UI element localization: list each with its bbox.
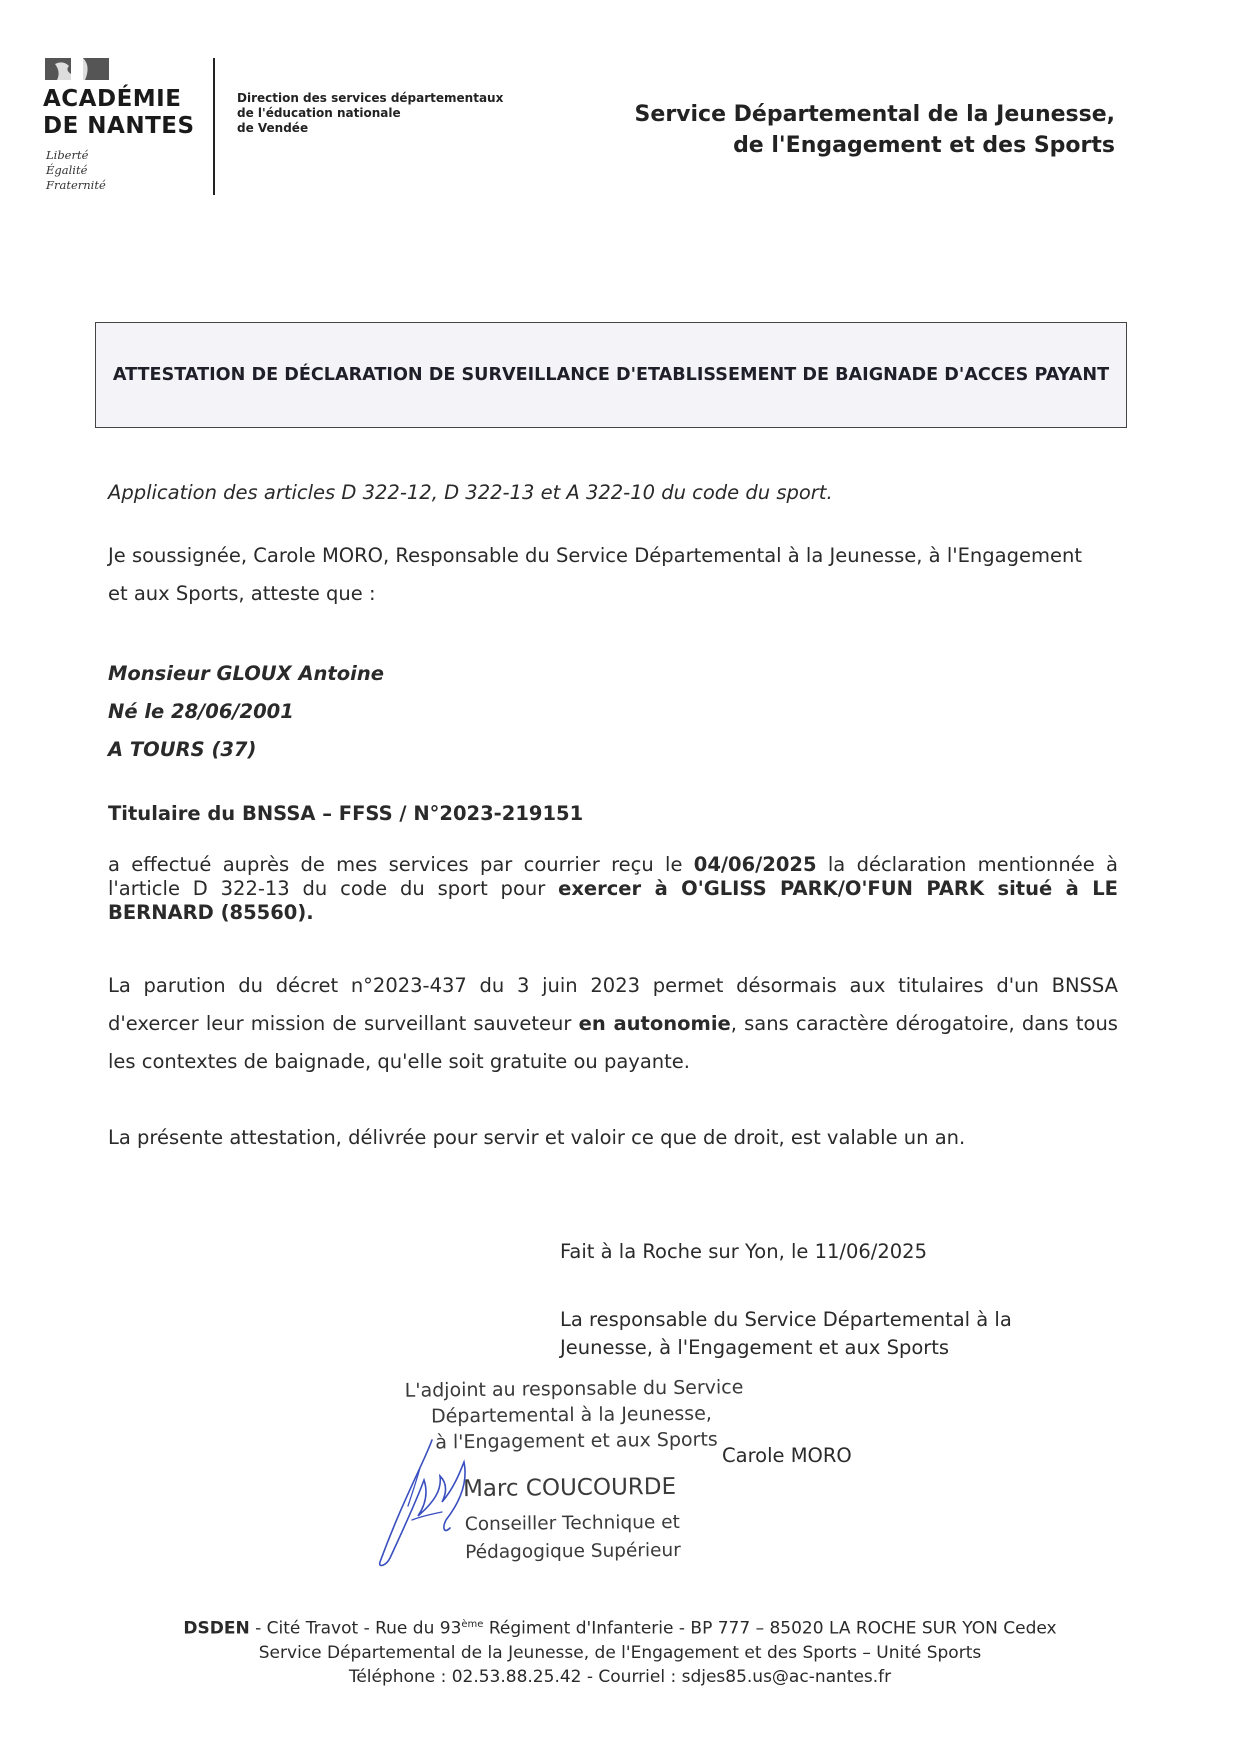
footer-address-2: Régiment d'Infanterie - BP 777 – 85020 LA ROCHE SUR YON Cedex (483, 1618, 1057, 1639)
footer-service: Service Départemental de la Jeunesse, de l'Engagement et des Sports – Unité Sports (258, 1642, 982, 1663)
document-title: ATTESTATION DE DÉCLARATION DE SURVEILLANCE D'ETABLISSEMENT DE BAIGNADE D'ACCES PAYANT (112, 365, 1110, 385)
dsden-line2: de l'éducation nationale (237, 106, 401, 120)
stamp-role (465, 1509, 681, 1567)
declaration-site: exercer à O'GLISS PARK/O'FUN PARK situé à LE BERNARD (85560). (108, 877, 1118, 924)
republic-motto (46, 148, 106, 193)
marianne-logo (45, 56, 109, 82)
dsden-line3: de Vendée (237, 121, 309, 135)
stamp-name: Marc COUCOURDE (462, 1473, 677, 1503)
person-birth-date: Né le 28/06/2001 (108, 700, 294, 723)
responsible-title (560, 1306, 1012, 1362)
declarant-statement-line1: Je soussignée, Carole MORO, Responsable du Service Départemental à la Jeunesse, à l'Engagement (108, 544, 1082, 567)
decree-text-1: La parution du décret n°2023-437 du 3 juin 2023 permet désormais aux titulaires d'un BNSSA d'exercer leur mission de surveillant sauveteur (108, 974, 1118, 1035)
document-title-box (95, 322, 1127, 428)
signatory-name: Carole MORO (722, 1444, 852, 1467)
responsible-title-line1: La responsable du Service Départemental à la (560, 1308, 1012, 1331)
declarant-statement (108, 537, 1118, 613)
responsible-title-line2: Jeunesse, à l'Engagement et aux Sports (560, 1336, 950, 1359)
handwritten-signature (372, 1432, 482, 1572)
academie-line2: DE NANTES (43, 113, 195, 139)
diploma-number: Titulaire du BNSSA – FFSS / N°2023-219151 (108, 802, 584, 825)
footer-address (0, 1613, 1240, 1641)
place-date: Fait à la Roche sur Yon, le 11/06/2025 (560, 1240, 927, 1263)
declaration-text-2: la déclaration mentionnée à l'article D 322-13 du code du sport pour (108, 853, 1118, 900)
validity-statement: La présente attestation, délivrée pour servir et valoir ce que de droit, est valable un an. (108, 1126, 966, 1149)
dsden-block (237, 91, 503, 136)
dsden-line1: Direction des services départementaux (237, 91, 504, 105)
header-divider (213, 58, 215, 195)
decree-text-2: , sans caractère dérogatoire, dans tous les contextes de baignade, qu'elle soit gratuite ou payante. (108, 1012, 1118, 1073)
stamp-line2: Départemental à la Jeunesse, (430, 1402, 712, 1428)
footer-contact: Téléphone : 02.53.88.25.42 - Courriel : sdjes85.us@ac-nantes.fr (348, 1666, 892, 1687)
decree-paragraph (108, 967, 1118, 1081)
service-title (635, 99, 1115, 161)
service-title-line1: Service Départemental de la Jeunesse, (634, 102, 1115, 127)
footer-dsden: DSDEN (183, 1618, 250, 1639)
declaration-paragraph (108, 853, 1118, 925)
stamp-line3: à l'Engagement et aux Sports (435, 1428, 718, 1454)
person-details (108, 655, 1118, 769)
declarant-statement-line2: et aux Sports, atteste que : (108, 582, 376, 605)
declaration-text-1: a effectué auprès de mes services par courrier reçu le (108, 853, 694, 876)
legal-reference: Application des articles D 322-12, D 322-13 et A 322-10 du code du sport. (108, 481, 833, 504)
motto-egalite: Égalité (46, 163, 88, 177)
footer-address-sup: ème (461, 1619, 484, 1630)
stamp-line1: L'adjoint au responsable du Service (404, 1376, 744, 1402)
service-title-line2: de l'Engagement et des Sports (733, 133, 1115, 158)
person-name: Monsieur GLOUX Antoine (108, 662, 384, 685)
person-birth-place: A TOURS (37) (108, 738, 257, 761)
footer (0, 1613, 1240, 1689)
stamp-role-line1: Conseiller Technique et (464, 1511, 680, 1536)
footer-address-1: - Cité Travot - Rue du 93 (249, 1618, 462, 1639)
motto-fraternite: Fraternité (46, 178, 106, 192)
stamp-role-line2: Pédagogique Supérieur (465, 1539, 681, 1564)
declaration-date: 04/06/2025 (693, 853, 817, 876)
motto-liberte: Liberté (46, 148, 89, 162)
academie-name (43, 86, 195, 140)
decree-autonomy: en autonomie (578, 1012, 731, 1035)
academie-line1: ACADÉMIE (43, 86, 182, 112)
